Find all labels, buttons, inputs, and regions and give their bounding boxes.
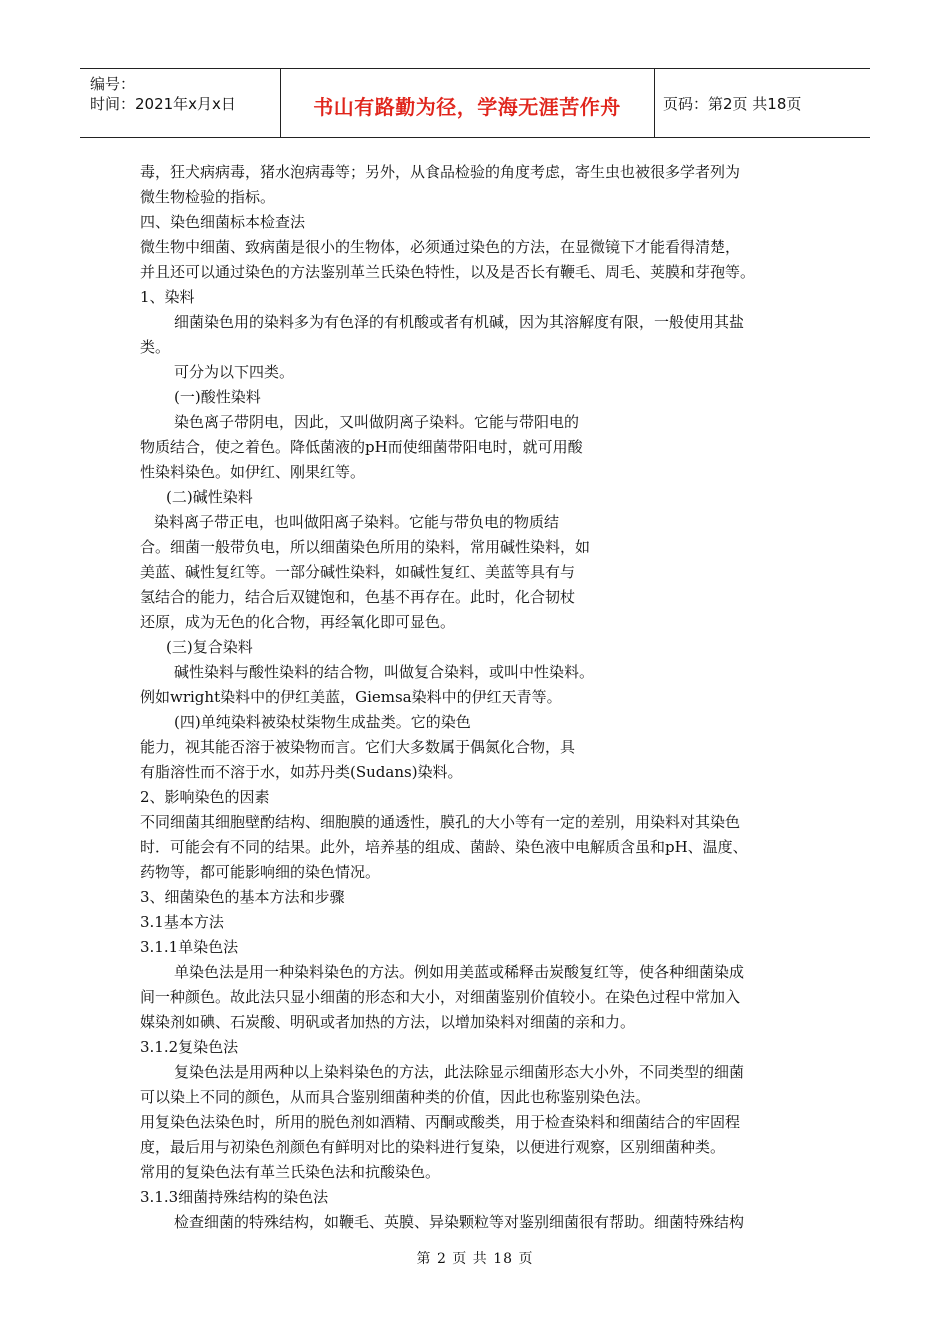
body-line: 单染色法是用一种染料染色的方法。例如用美蓝或稀释击炭酸复红等，使各种细菌染成 bbox=[174, 963, 745, 981]
body-line: 能力，视其能否溶于被染物而言。它们大多数属于偶氮化合物，具 bbox=[140, 738, 576, 756]
subsection-heading: (一)酸性染料 bbox=[174, 388, 261, 406]
subsection-heading: (二)碱性染料 bbox=[166, 488, 253, 506]
code-label: 编号： bbox=[90, 75, 136, 93]
section-heading: 3.1.3细菌持殊结构的染色法 bbox=[140, 1188, 329, 1206]
body-line: (四)单纯染料被染杖柒物生成盐类。它的染色 bbox=[174, 713, 471, 731]
section-heading: 2、影响染色的因素 bbox=[140, 788, 270, 806]
body-line: 染色离子带阴电，因此，又叫做阴离子染料。它能与带阳电的 bbox=[174, 413, 580, 431]
section-heading: 1、染料 bbox=[140, 288, 195, 306]
body-line: 检查细菌的特殊结构，如鞭毛、英膜、异染颗粒等对鉴别细菌很有帮助。细菌特殊结构 bbox=[174, 1213, 745, 1231]
body-line: 类。 bbox=[140, 338, 171, 356]
body-line: 碱性染料与酸性染料的结合物，叫做复合染料，或叫中性染料。 bbox=[174, 663, 595, 681]
subsection-heading: (三)复合染料 bbox=[166, 638, 253, 656]
body-line: 微生物检验的指标。 bbox=[140, 188, 276, 206]
body-line: 不同细菌其细胞壁酌结构、细胞膜的通透性，膜孔的大小等有一定的差别，用染料对其染色 bbox=[140, 813, 741, 831]
body-line: 合。细菌一般带负电，所以细菌染色所用的染料，常用碱性染料，如 bbox=[140, 538, 591, 556]
body-line: 可分为以下四类。 bbox=[174, 363, 295, 381]
motto: 书山有路勤为径，学海无涯苦作舟 bbox=[313, 95, 621, 119]
body-line: 度，最后用与初染色剂颜色有鲜明对比的染料进行复染，以便进行观察，区别细菌种类。 bbox=[140, 1138, 726, 1156]
body-line: 微生物中细菌、致病菌是很小的生物体，必须通过染色的方法，在显微镜下才能看得清楚， bbox=[140, 238, 741, 256]
body-line: 氢结合的能力，结合后双键饱和，色基不再存在。此时，化合韧杖 bbox=[140, 588, 576, 606]
body-line: 可以染上不同的颜色，从而具合鉴别细菌种类的价值，因此也称鉴别染色法。 bbox=[140, 1088, 651, 1106]
section-heading: 四、染色细菌标本检查法 bbox=[140, 213, 306, 231]
section-heading: 3.1基本方法 bbox=[140, 913, 224, 931]
body-line: 染料离子带正电，也叫做阳离子染料。它能与带负电的物质结 bbox=[154, 513, 560, 531]
body-line: 有脂溶性而不溶于水，如苏丹类(Sudans)染料。 bbox=[140, 763, 463, 781]
body-line: 美蓝、碱性复红等。一部分碱性染料，如碱性复红、美蓝等具有与 bbox=[140, 563, 576, 581]
body-line: 性染料染色。如伊红、刚果红等。 bbox=[140, 463, 366, 481]
body-line: 媒染剂如碘、石炭酸、明矾或者加热的方法，以增加染料对细菌的亲和力。 bbox=[140, 1013, 636, 1031]
page-footer: 第 2 页 共 18 页 bbox=[416, 1251, 534, 1267]
body-line: 用复染色法染色时，所用的脱色剂如酒精、丙酮或酸类，用于检查染料和细菌结合的牢固程 bbox=[140, 1113, 741, 1131]
body-line: 还原，成为无色的化合物，再经氧化即可显色。 bbox=[140, 613, 456, 631]
section-heading: 3.1.1单染色法 bbox=[140, 938, 239, 956]
body-line: 例如wright染料中的伊红美蓝，Giemsa染料中的伊红天青等。 bbox=[140, 688, 562, 706]
body-line: 并且还可以通过染色的方法鉴别革兰氏染色特性，以及是否长有鞭毛、周毛、荚膜和芽孢等。 bbox=[140, 263, 756, 281]
body-line: 间一种颜色。故此法只显小细菌的形态和大小，对细菌鉴别价值较小。在染色过程中常加入 bbox=[140, 988, 741, 1006]
body-line: 细菌染色用的染料多为有色泽的有机酸或者有机碱，因为其溶解度有限，一般使用其盐 bbox=[174, 313, 745, 331]
page-number-label: 页码：第2页 共18页 bbox=[663, 95, 802, 113]
time-label: 时间：2021年x月x日 bbox=[90, 95, 236, 113]
body-line: 药物等，都可能影响细的染色情况。 bbox=[140, 863, 381, 881]
body-line: 毒，狂犬病病毒，猪水泡病毒等；另外，从食品检验的角度考虑，寄生虫也被很多学者列为 bbox=[140, 163, 741, 181]
body-line: 时．可能会有不同的结果。此外，培养基的组成、菌龄、染色液中电解质含虽和pH、温度、 bbox=[140, 838, 748, 856]
body-line: 物质结合，使之着色。降低菌液的pH而使细菌带阳电时，就可用酸 bbox=[140, 438, 583, 456]
section-heading: 3、细菌染色的基本方法和步骤 bbox=[140, 888, 345, 906]
section-heading: 3.1.2复染色法 bbox=[140, 1038, 239, 1056]
body-line: 复染色法是用两种以上染料染色的方法，此法除显示细菌形态大小外，不同类型的细菌 bbox=[174, 1063, 745, 1081]
body-line: 常用的复染色法有革兰氏染色法和抗酸染色。 bbox=[140, 1163, 441, 1181]
